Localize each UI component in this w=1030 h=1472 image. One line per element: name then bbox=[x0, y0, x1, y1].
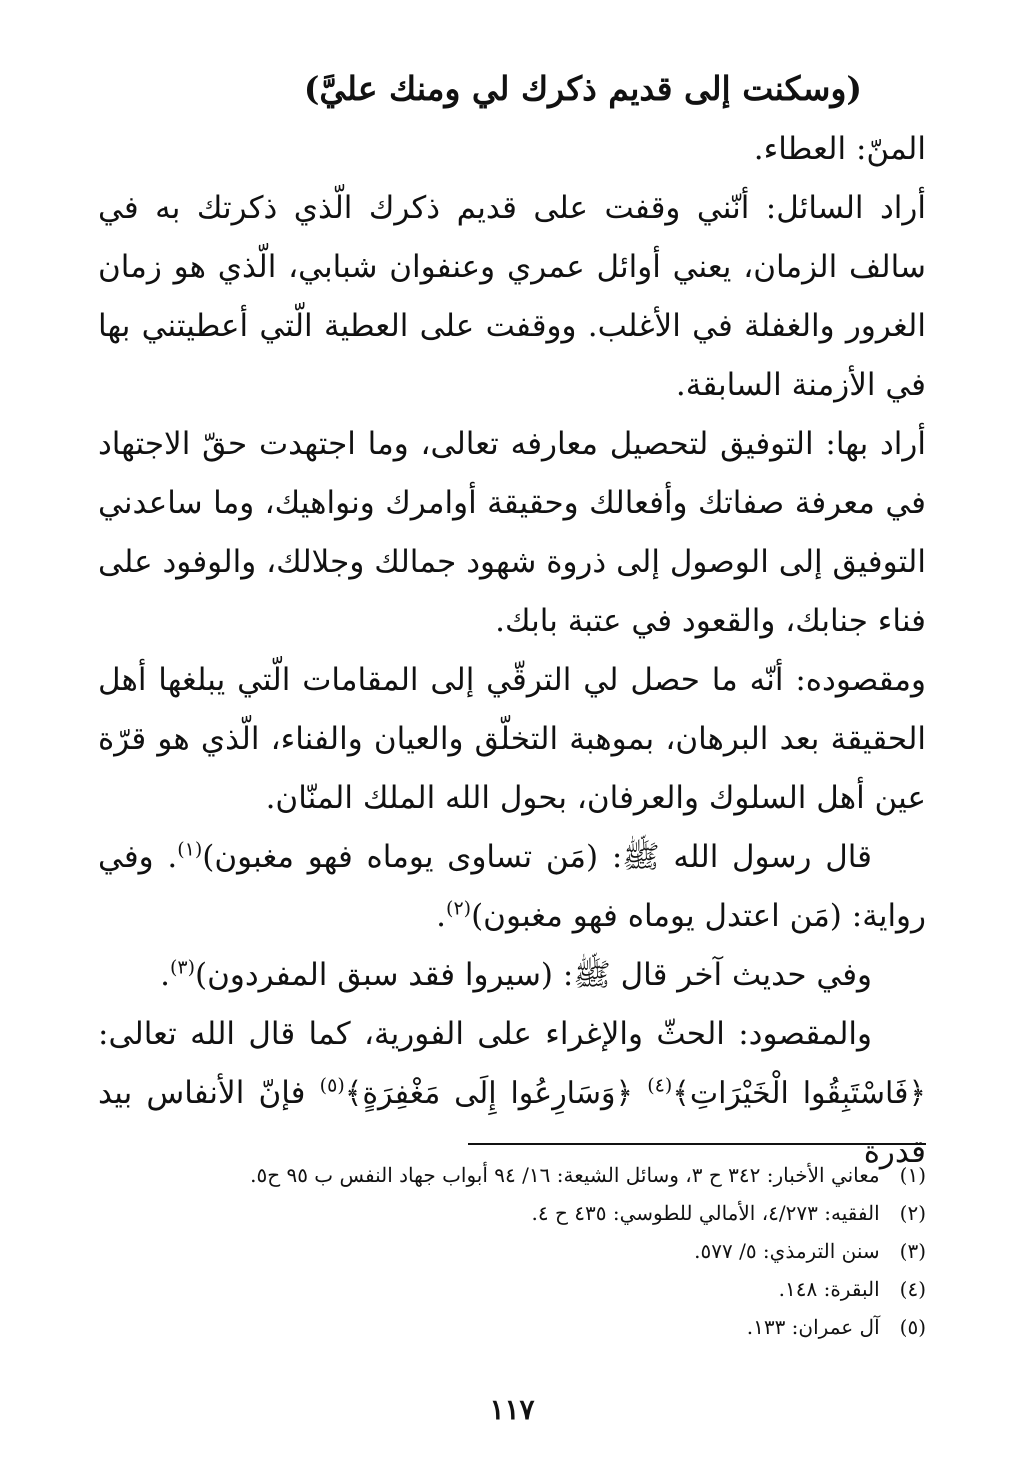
footnote-number: (٣) bbox=[899, 1239, 926, 1263]
footnote-reference[interactable]: (٢) bbox=[446, 897, 472, 920]
quran-verse: ﴿فَاسْتَبِقُوا الْخَيْرَاتِ﴾ bbox=[672, 1076, 927, 1111]
paragraph-tawfiq bbox=[98, 415, 926, 651]
footnote-text: البقرة: ١٤٨. bbox=[778, 1277, 880, 1301]
paragraph-text: . وفي رواية: (مَن اعتدل يوماه فهو مغبون) bbox=[98, 839, 926, 934]
footnote-number: (١) bbox=[899, 1163, 926, 1187]
footnote-number: (٤) bbox=[899, 1277, 926, 1301]
paragraph-maqsud bbox=[98, 651, 926, 828]
paragraph-text: والمقصود: الحثّ والإغراء على الفورية، كما قال الله تعالى: bbox=[98, 1016, 872, 1052]
footnote-text: الفقيه: ٤/٢٧٣، الأمالي للطوسي: ٤٣٥ ح ٤. bbox=[531, 1201, 880, 1225]
paragraph-hadith bbox=[98, 828, 926, 946]
paragraph-text: أراد بها: التوفيق لتحصيل معارفه تعالى، وما اجتهدت حقّ الاجتهاد في معرفة صفاتك وأفعالك وحقيقة أوامرك ونواهيك، وما ساعدني التوفيق إلى الوصول إلى ذروة شهود جمالك وجلالك، والوفود على فناء جنابك، والقعود في عتبة بابك. bbox=[98, 426, 926, 639]
footnote-number: (٢) bbox=[899, 1201, 926, 1225]
footnote-divider bbox=[468, 1143, 926, 1145]
paragraph-text: ومقصوده: أنّه ما حصل لي الترقّي إلى المقامات الّتي يبلغها أهل الحقيقة بعد البرهان، بموهبة التخلّق والعيان والفناء، الّذي هو قرّة عين أهل السلوك والعرفان، بحول الله الملك المنّان. bbox=[98, 662, 926, 816]
footnote-text: معاني الأخبار: ٣٤٢ ح ٣، وسائل الشيعة: ١٦/ ٩٤ أبواب جهاد النفس ب ٩٥ ح٥. bbox=[250, 1163, 880, 1187]
footnote-item bbox=[98, 1194, 926, 1232]
quran-verse: ﴿وَسَارِعُوا إِلَى مَغْفِرَةٍ﴾ bbox=[344, 1076, 634, 1111]
page-body bbox=[98, 58, 926, 1472]
footnote-number: (٥) bbox=[899, 1315, 926, 1339]
paragraph-text: أراد السائل: أنّني وقفت على قديم ذكرك الّذي ذكرتك به في سالف الزمان، يعني أوائل عمري وعنفوان شبابي، الّذي هو زمان الغرور والغفلة في الأغلب. ووقفت على العطية الّتي أعطيتني بها في الأزمنة السابقة. bbox=[98, 190, 926, 403]
section-heading: (وسكنت إلى قديم ذكرك لي ومنك عليَّ) bbox=[303, 69, 862, 108]
footnote-reference[interactable]: (١) bbox=[177, 838, 203, 861]
footnote-reference[interactable]: (٣) bbox=[169, 956, 195, 979]
paragraph-definition bbox=[98, 120, 926, 179]
paragraph-text: . bbox=[436, 898, 447, 934]
paragraph-text: فإنّ الأنفاس بيد قدرة bbox=[98, 1075, 926, 1170]
paragraph-text: المنّ: العطاء. bbox=[753, 131, 926, 167]
footnote-item bbox=[98, 1156, 926, 1194]
paragraph-text: . bbox=[160, 957, 170, 993]
footnote-item bbox=[98, 1232, 926, 1270]
page-number: ١١٧ bbox=[489, 1393, 535, 1426]
footnote-item bbox=[98, 1308, 926, 1346]
footnote-reference[interactable]: (٥) bbox=[319, 1074, 345, 1097]
footnote-text: سنن الترمذي: ٥/ ٥٧٧. bbox=[694, 1239, 880, 1263]
footnote-reference[interactable]: (٤) bbox=[647, 1074, 673, 1097]
paragraph-text: وفي حديث آخر قال ﷺ: (سيروا فقد سبق المفردون) bbox=[195, 957, 872, 993]
footnotes-list bbox=[98, 1156, 926, 1346]
footnote-text: آل عمران: ١٣٣. bbox=[746, 1315, 880, 1339]
paragraph-hadith-2 bbox=[98, 946, 926, 1005]
paragraph-text: قال رسول الله ﷺ: (مَن تساوى يوماه فهو مغبون) bbox=[202, 839, 873, 875]
footnote-item bbox=[98, 1270, 926, 1308]
paragraph-intent bbox=[98, 179, 926, 415]
